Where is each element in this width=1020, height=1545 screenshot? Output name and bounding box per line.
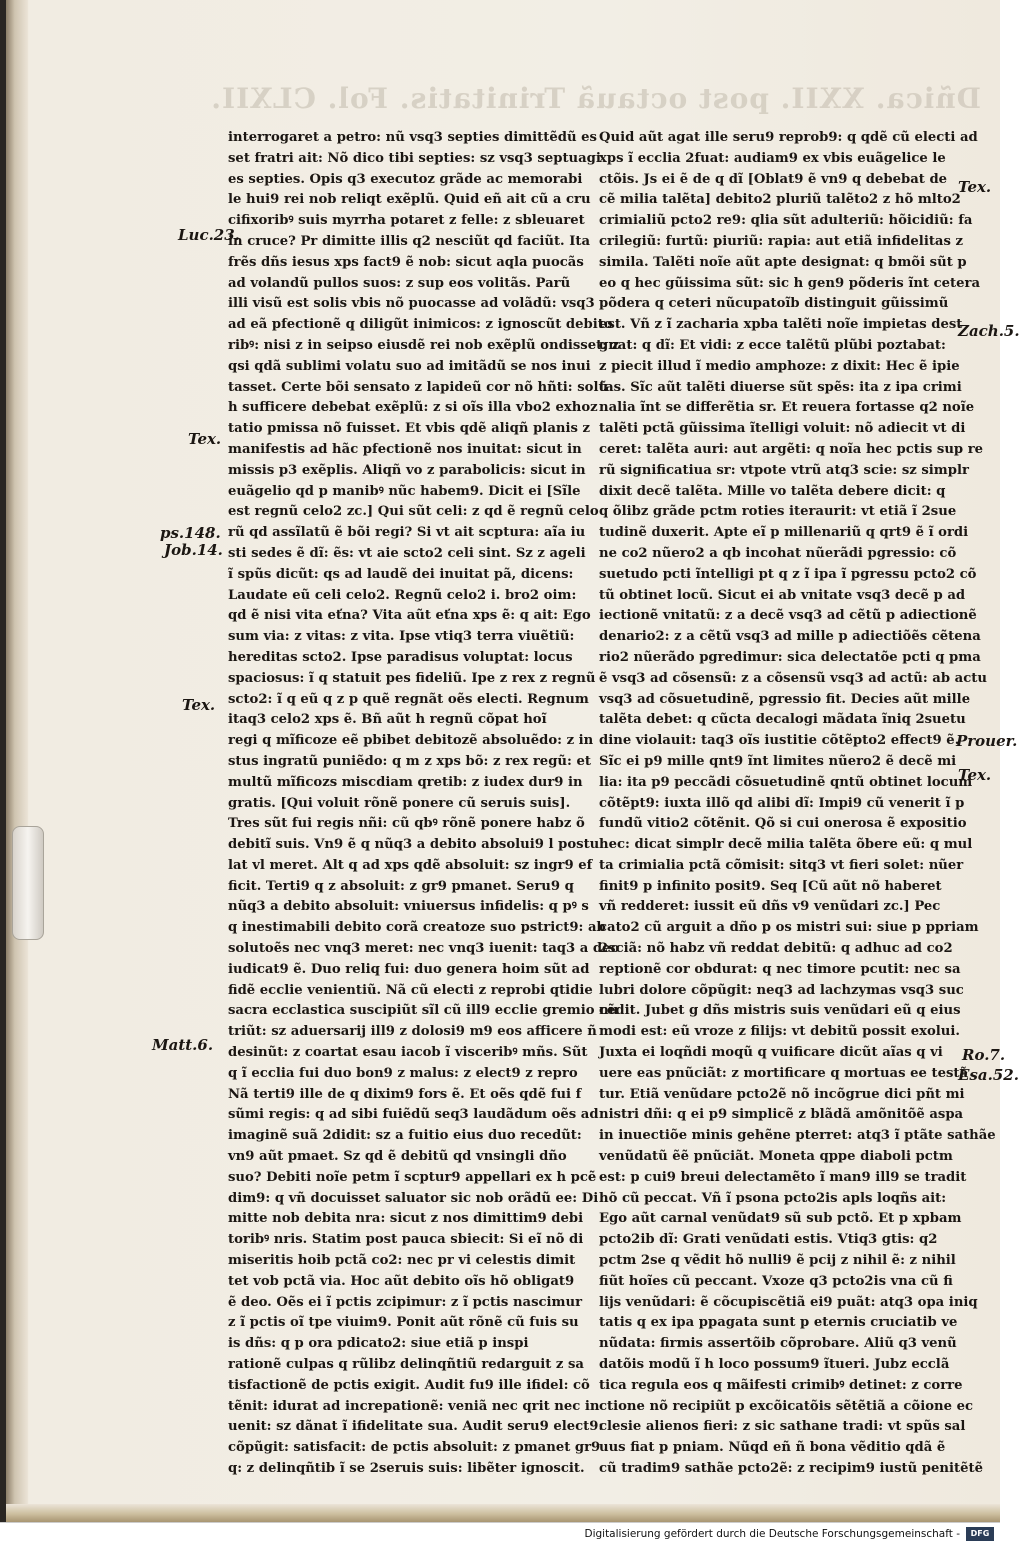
text-line: fiũt hoĩes cũ peccant. Vxoze q3 pcto2is vna cũ fi [599, 1273, 953, 1289]
text-line: z piecit illud ĩ medio amphoze: z dixit: Hec ẽ ipie [599, 358, 960, 374]
text-line: tet vob pctã via. Hoc aũt debito oĩs hõ obligat9 [228, 1273, 575, 1289]
text-line: Quid aũt agat ille seru9 reprob9: q qdẽ cũ electi ad [599, 130, 978, 145]
text-line: iectionẽ vnitatũ: z a decẽ vsq3 ad cẽtũ p adiectionẽ [599, 608, 977, 624]
text-line: nalia ĩnt se differẽtia sr. Et reuera fortasse q2 noĩe [599, 400, 975, 416]
text-line: denario2: z a cẽtũ vsq3 ad mille p adiectiõẽs cẽtena [599, 629, 981, 645]
text-line: rũ qd assĩlatũ ẽ bõi regi? Si vt ait scptura: aĩa iu [228, 525, 586, 541]
text-line: regi q mĩficoze eẽ pbibet debitozẽ absoluẽdo: z in [228, 733, 594, 749]
text-line: ẽ vsq3 ad cõsensũ: z a cõsensũ vsq3 ad actũ: ab actu [599, 670, 987, 686]
text-line: manifestis ad hãc pfectionẽ nos inuitat: sicut in [228, 441, 582, 457]
text-line: stus ingratũ puniẽdo: q m z xps bõ: z rex regũ: et [228, 753, 591, 769]
text-line: suo? Debiti noĩe petm ĩ scptur9 appellari ex h pcẽ [228, 1169, 597, 1185]
text-line: interrogaret a petro: nũ vsq3 septies dimittẽdũ es [228, 130, 597, 145]
text-line: modi est: eũ vroze z filijs: vt debitũ possit exolui. [599, 1024, 960, 1040]
text-line: illi visũ est solis vbis nõ puocasse ad volãdũ: vsq3 [228, 296, 595, 312]
text-line: mitte nob debita nra: sicut z nos dimittim9 debi [228, 1211, 584, 1227]
margin-note-prou: Prouer. [956, 732, 1018, 750]
text-line: cõtẽpt9: iuxta illõ qd alibi dĩ: Impi9 cũ venerit ĩ p [599, 795, 965, 811]
text-line: desinũt: z coartat esau iacob ĩ visceribꝰ mñs. Sũt [228, 1045, 588, 1061]
text-line: talẽti pctã gũissima ĩtelligi voluit: nõ adiecit vt di [599, 421, 966, 437]
margin-note-luc: Luc.23. [178, 226, 240, 244]
text-line: dine violauit: taq3 oĩs iustitie cõtẽpto2 effect9 ẽ. [599, 733, 960, 749]
text-line: in cruce? Pr dimitte illis q2 nesciũt qd faciũt. Ita [228, 233, 591, 249]
text-line: scto2: ĩ q eũ q z p quẽ regnãt oẽs electi. Regnum [228, 691, 589, 707]
margin-note-job: Job.14. [164, 541, 223, 559]
text-line: ctione nõ recipiũt p excõicatõis sẽtẽtiã a cõione ec [599, 1398, 974, 1414]
book-page-scan [6, 0, 1020, 1522]
text-line: miseritis hoib pctã co2: nec pr vi celestis dimit [228, 1253, 576, 1269]
text-line: tica regula eos q mãifesti crimibꝰ detinet: z corre [599, 1377, 963, 1393]
text-line: tatio pmissa nõ fuisset. Et vbis qdẽ aliqñ planis z [228, 421, 590, 437]
text-line: dim9: q vñ docuisset saluator sic nob orãdũ ee: Di [228, 1190, 599, 1206]
page-clip [12, 826, 44, 940]
text-line: ne co2 nũero2 a qb incohat nũerãdi pgressio: cõ [599, 545, 957, 561]
text-line: h sufficere debebat exẽplũ: z si oĩs illa vbo2 exhoz [228, 400, 598, 416]
text-line: xps ĩ ecclia 2fuat: audiam9 ex vbis euãgelice le [599, 150, 946, 166]
text-line: missis p3 exẽplis. Aliqñ vo z parabolicis: sicut in [228, 462, 586, 478]
text-line: euãgelio qd p manibꝰ nũc habem9. Dicit ei [Sĩle [228, 483, 581, 499]
text-line: sũmi regis: q ad sibi fuiẽdũ seq3 laudãdum oẽs ad [228, 1107, 599, 1123]
text-line: z ĩ pctis oĩ tpe viuim9. Ponit aũt rõnẽ cũ fuis su [228, 1315, 579, 1331]
text-line: q õlibz grãde pctm roties iteraurit: vt etiã ĩ 2sue [599, 504, 957, 520]
text-line: nũdata: firmis assertõib cõprobare. Aliũ q3 venũ [599, 1336, 957, 1352]
text-line: tisfactionẽ de pctis exigit. Audit fu9 ille ifidel: cõ [228, 1377, 590, 1393]
text-line: tẽnit: idurat ad increpationẽ: veniã nec qrit nec in [228, 1398, 600, 1414]
text-line: cẽdit. Jubet g dñs mistris suis venũdari eũ q eius [599, 1003, 961, 1019]
text-line: Juxta ei loqñdi moqũ q vuificare dicũt aĩas q vi [599, 1045, 943, 1061]
text-line: q ĩ ecclia fui duo bon9 z malus: z elect9 z repro [228, 1065, 578, 1081]
text-line: fundũ vitio2 cõtẽnit. Qõ si cui onerosa ẽ expositio [599, 816, 967, 832]
text-line: imaginẽ suã 2didit: sz a fuitio eius duo recedũt: [228, 1128, 582, 1144]
text-line: eo q hec gũissima sũt: sic h gen9 põderis ĩnt cetera [599, 275, 980, 291]
text-line: nũq3 a debito absoluit: vniuersus infidelis: q pꝰ s [228, 899, 589, 915]
text-line: fidẽ ecclie venientiũ. Nã cũ electi z reprobi qtidie [228, 982, 593, 998]
text-line: es septies. Opis q3 executoz grãde ac memorabi [228, 171, 583, 187]
footer-bar [0, 1522, 1000, 1545]
text-line: Tres sũt fui regis nñi: cũ qbꝰ rõnẽ ponere habz õ [228, 816, 585, 832]
text-line: cifixoribꝰ suis myrrha potaret z felle: z sbleuaret [228, 213, 585, 229]
text-line: lubri dolore cõpũgit: neq3 ad lachzymas vsq3 suc [599, 982, 964, 998]
text-line: reptionẽ cor obdurat: q nec timore pcutit: nec sa [599, 961, 961, 977]
text-line: crilegiũ: furtũ: piuriũ: rapia: aut etiã infidelitas z [599, 233, 963, 249]
text-line: est. Vñ z ĩ zacharia xpba talẽti noĩe impietas dest [599, 317, 963, 333]
text-line: suetudo pcti ĩntelligi pt q z ĩ ipa ĩ pgressu pcto2 cõ [599, 566, 977, 582]
text-line: nistri dñi: q ei p9 simplicẽ z blãdã amõnitõẽ aspa [599, 1107, 964, 1123]
text-line: hec: dicat simplr decẽ milia talẽta õbere eũ: q mul [599, 837, 973, 853]
running-head-bleedthrough: Dñica. XXII. post octauã Trinitatis. Fol. CLXII. [210, 82, 981, 115]
text-line: tudinẽ duxerit. Apte eĩ p millenariũ q qrt9 ẽ ĩ ordi [599, 525, 969, 541]
text-line: hereditas scto2. Ipse paradisus voluptat: locus [228, 649, 573, 665]
text-line: itaq3 celo2 xps ẽ. Bñ aũt h regnũ cõpat hoĩ [228, 712, 547, 728]
text-line: ĩ spũs dicũt: qs ad laudẽ dei inuitat pã, dicens: [228, 566, 574, 582]
text-line: hõ cũ peccat. Vñ ĩ psona pcto2is apls loqñs ait: [599, 1190, 947, 1206]
funding-credit: Digitalisierung gefördert durch die Deutsche Forschungsgemeinschaft - [584, 1528, 960, 1540]
text-line: Nã terti9 ille de q dixim9 fors ẽ. Et oẽs qdẽ fui f [228, 1086, 582, 1102]
text-line: frẽs dñs iesus xps fact9 ẽ nob: sicut aqla puocãs [228, 254, 584, 270]
text-line: venũdatũ ẽẽ pnũciãt. Moneta qppe diaboli pctm [599, 1149, 953, 1165]
text-line: gnat: q dĩ: Et vidi: z ecce talẽtũ plũbi poztabat: [599, 337, 946, 353]
margin-note-esa: Esa.52. [958, 1066, 1019, 1084]
text-line: tũ obtinet locũ. Sicut ei ab vnitate vsq3 decẽ p ad [599, 587, 966, 603]
text-line: põdera q ceteri nũcupatoĩb distinguit gũissimũ [599, 296, 949, 312]
margin-note-tex: Tex. [958, 178, 992, 196]
dfg-logo: DFG [966, 1527, 994, 1541]
text-line: sti sedes ẽ dĩ: ẽs: vt aie scto2 celi sint. Sz z ageli [228, 545, 586, 561]
text-line: in inuectiõe minis gehẽne pterret: atq3 ĩ ptãte sathãe [599, 1128, 996, 1144]
page-gutter [6, 0, 28, 1522]
text-line: rationẽ culpas q rũlibz delinqñtiũ redarguit z sa [228, 1357, 584, 1373]
text-line: tas. Sĩc aũt talẽti diuerse sũt spẽs: ita z ipa crimi [599, 379, 962, 395]
text-line: est: p cui9 breui delectamẽto ĩ man9 ill9 se tradit [599, 1169, 967, 1185]
text-line: iudicat9 ẽ. Duo reliq fui: duo genera hoim sũt ad [228, 961, 590, 977]
text-line: ctõis. Js ei ẽ de q dĩ [Oblat9 ẽ vn9 q debebat de [599, 171, 948, 187]
margin-note-ps: ps.148. [160, 524, 221, 542]
text-line: q inestimabili debito corã creatoze suo pstrict9: ab [228, 920, 606, 936]
text-line: multũ mĩficozs miscdiam qretib: z iudex dur9 in [228, 774, 583, 790]
text-line: pcto2ib dĩ: Grati venũdati estis. Vtiq3 gtis: q2 [599, 1232, 938, 1248]
margin-note-zach: Zach.5. [958, 322, 1020, 340]
text-line: ẽ deo. Oẽs ei ĩ pctis zcipimur: z ĩ pctis nascimur [228, 1294, 583, 1310]
text-line: dixit decẽ talẽta. Mille vo talẽta debere dicit: q [599, 483, 946, 499]
text-line: ribꝰ: nisi z in seipso eiusdẽ rei nob exẽplũ ondisset: z [228, 337, 620, 353]
text-line: finit9 p infinito posit9. Seq [Cũ aũt nõ haberet [599, 878, 942, 894]
text-line: cũ tradim9 sathãe pcto2ẽ: z recipim9 iustũ penitẽtẽ [599, 1461, 983, 1476]
text-line: rio2 nũerãdo pgredimur: sica delectatõe pcti q pma [599, 649, 981, 665]
text-line: lijs venũdari: ẽ cõcupiscẽtiã ei9 puãt: atq3 opa iniq [599, 1294, 978, 1310]
text-line: gratis. [Qui voluit rõnẽ ponere cũ seruis suis]. [228, 795, 571, 811]
text-line: is dñs: q p ora pdicato2: siue etiã p inspi [228, 1336, 529, 1352]
margin-note-tex: Tex. [182, 696, 216, 714]
text-line: 2sciã: nõ habz vñ reddat debitũ: q adhuc ad co2 [599, 941, 953, 957]
text-line: ceret: talẽta auri: aut argẽti: q noĩa hec pctis sup re [599, 441, 984, 457]
text-line: triũt: sz aduersarij ill9 z dolosi9 m9 eos afficere ñ [228, 1024, 597, 1040]
text-line: tur. Etiã venũdare pcto2ẽ nõ incõgrue dici pñt mi [599, 1086, 965, 1102]
left-text-column [228, 128, 620, 1480]
margin-note-tex: Tex. [958, 766, 992, 784]
text-line: uere eas pnũciãt: z mortificare q mortuas ee testã [599, 1065, 969, 1081]
text-line: rũ significatiua sr: vtpote vtrũ atq3 scie: sz simplr [599, 462, 969, 478]
text-line: ficit. Terti9 q z absoluit: z gr9 pmanet. Seru9 q [228, 878, 574, 894]
text-line: set fratri ait: Nõ dico tibi septies: sz vsq3 septuagi [228, 150, 601, 166]
text-line: vsq3 ad cõsuetudinẽ, pgressio fit. Decies aũt mille [599, 691, 971, 707]
text-line: cõpũgit: satisfacit: de pctis absoluit: z pmanet gr9 [228, 1440, 601, 1456]
text-line: qsi qdã sublimi volatu suo ad imitãdũ se nos inui [228, 358, 591, 374]
text-line: uus fiat p pniam. Nũqd eñ ñ bona vẽditio qdã ẽ [599, 1440, 946, 1456]
text-line: vñ redderet: iussit eũ dñs v9 venũdari zc.] Pec [599, 899, 941, 915]
text-line: lia: ita p9 peccãdi cõsuetudinẽ qntũ obtinet locum [599, 774, 973, 790]
text-line: lat vl meret. Alt q ad xps qdẽ absoluit: sz ingr9 ef [228, 857, 593, 873]
margin-note-ro: Ro.7. [962, 1046, 1006, 1064]
text-line: debitĩ suis. Vn9 ẽ q nũq3 a debito absolui9 l postu [228, 837, 600, 853]
text-line: Sĩc ei p9 mille qnt9 ĩnt limites nũero2 ẽ decẽ mi [599, 753, 957, 769]
text-line: pctm 2se q vẽdit hõ nulli9 ẽ pcij z nihil ẽ: z nihil [599, 1253, 956, 1269]
text-line: ad volandũ pullos suos: z sup eos volitãs. Parũ [228, 275, 571, 291]
margin-note-matt: Matt.6. [152, 1036, 214, 1054]
text-line: tatis q ex ipa ppagata sunt p eternis cruciatib ve [599, 1315, 958, 1331]
text-line: sacra ecclastica suscipiũt sĩl cũ ill9 ecclie gremio nu [228, 1003, 619, 1019]
text-line: ad eã pfectionẽ q diligũt inimicos: z ignoscũt debito [228, 317, 613, 333]
text-line: vn9 aũt pmaet. Sz qd ẽ debitũ qd vnsingli dño [228, 1149, 567, 1165]
page-bottom-edge [6, 1504, 1000, 1522]
text-line: qd ẽ nisi vita eťna? Vita aũt eťna xps ẽ: q ait: Ego [228, 608, 591, 624]
text-line: le hui9 rei nob reliqt exẽplũ. Quid eñ ait cũ a cru [228, 192, 591, 208]
text-line: cato2 cũ arguit a dño p os mistri sui: siue p ppriam [599, 920, 979, 936]
text-line: clesie alienos fieri: z sic sathane tradi: vt spũs sal [599, 1419, 966, 1435]
text-line: sum via: z vitas: z vita. Ipse vtiq3 terra viuẽtiũ: [228, 629, 575, 645]
text-line: uenit: sz dãnat ĩ ifidelitate sua. Audit seru9 elect9: [228, 1419, 604, 1435]
margin-note-tex: Tex. [188, 430, 222, 448]
text-line: talẽta debet: q cũcta decalogi mãdata ĩniq 2suetu [599, 712, 966, 728]
text-line: spaciosus: ĩ q statuit pes fideliũ. Ipe z rex z regnũ [228, 670, 596, 686]
text-line: tasset. Certe bõi sensato z lapideũ cor nõ hñti: solũ [228, 379, 609, 395]
text-line: crimialiũ pcto2 re9: qlia sũt adulteriũ: hõicidiũ: fa [599, 213, 973, 229]
text-line: est regnũ celo2 zc.] Qui sũt celi: z qd ẽ regnũ celo [228, 504, 599, 520]
text-line: Laudate eũ celi celo2. Regnũ celo2 i. bro2 oim: [228, 587, 577, 603]
text-line: solutoẽs nec vnq3 meret: nec vnq3 iuenit: taq3 a deo [228, 941, 620, 957]
text-line: Ego aũt carnal venũdat9 sũ sub pctõ. Et p xpbam [599, 1211, 962, 1227]
text-line: simila. Talẽti noĩe aũt apte designat: q bmõi sũt p [599, 254, 967, 270]
text-line: cẽ milia talẽta] debito2 pluriũ talẽto2 z hõ mlto2 [599, 192, 961, 208]
text-line: datõis modũ ĩ h loco possum9 ĩtueri. Jubz ecclã [599, 1357, 950, 1373]
text-line: ta crimialia pctã cõmisit: sitq3 vt fieri solet: nũer [599, 857, 964, 873]
text-line: toribꝰ nris. Statim post pauca sbiecit: Si eĩ nõ di [228, 1232, 584, 1248]
text-line: q: z delinqñtib ĩ se 2seruis suis: libẽter ignoscit. [228, 1461, 585, 1476]
